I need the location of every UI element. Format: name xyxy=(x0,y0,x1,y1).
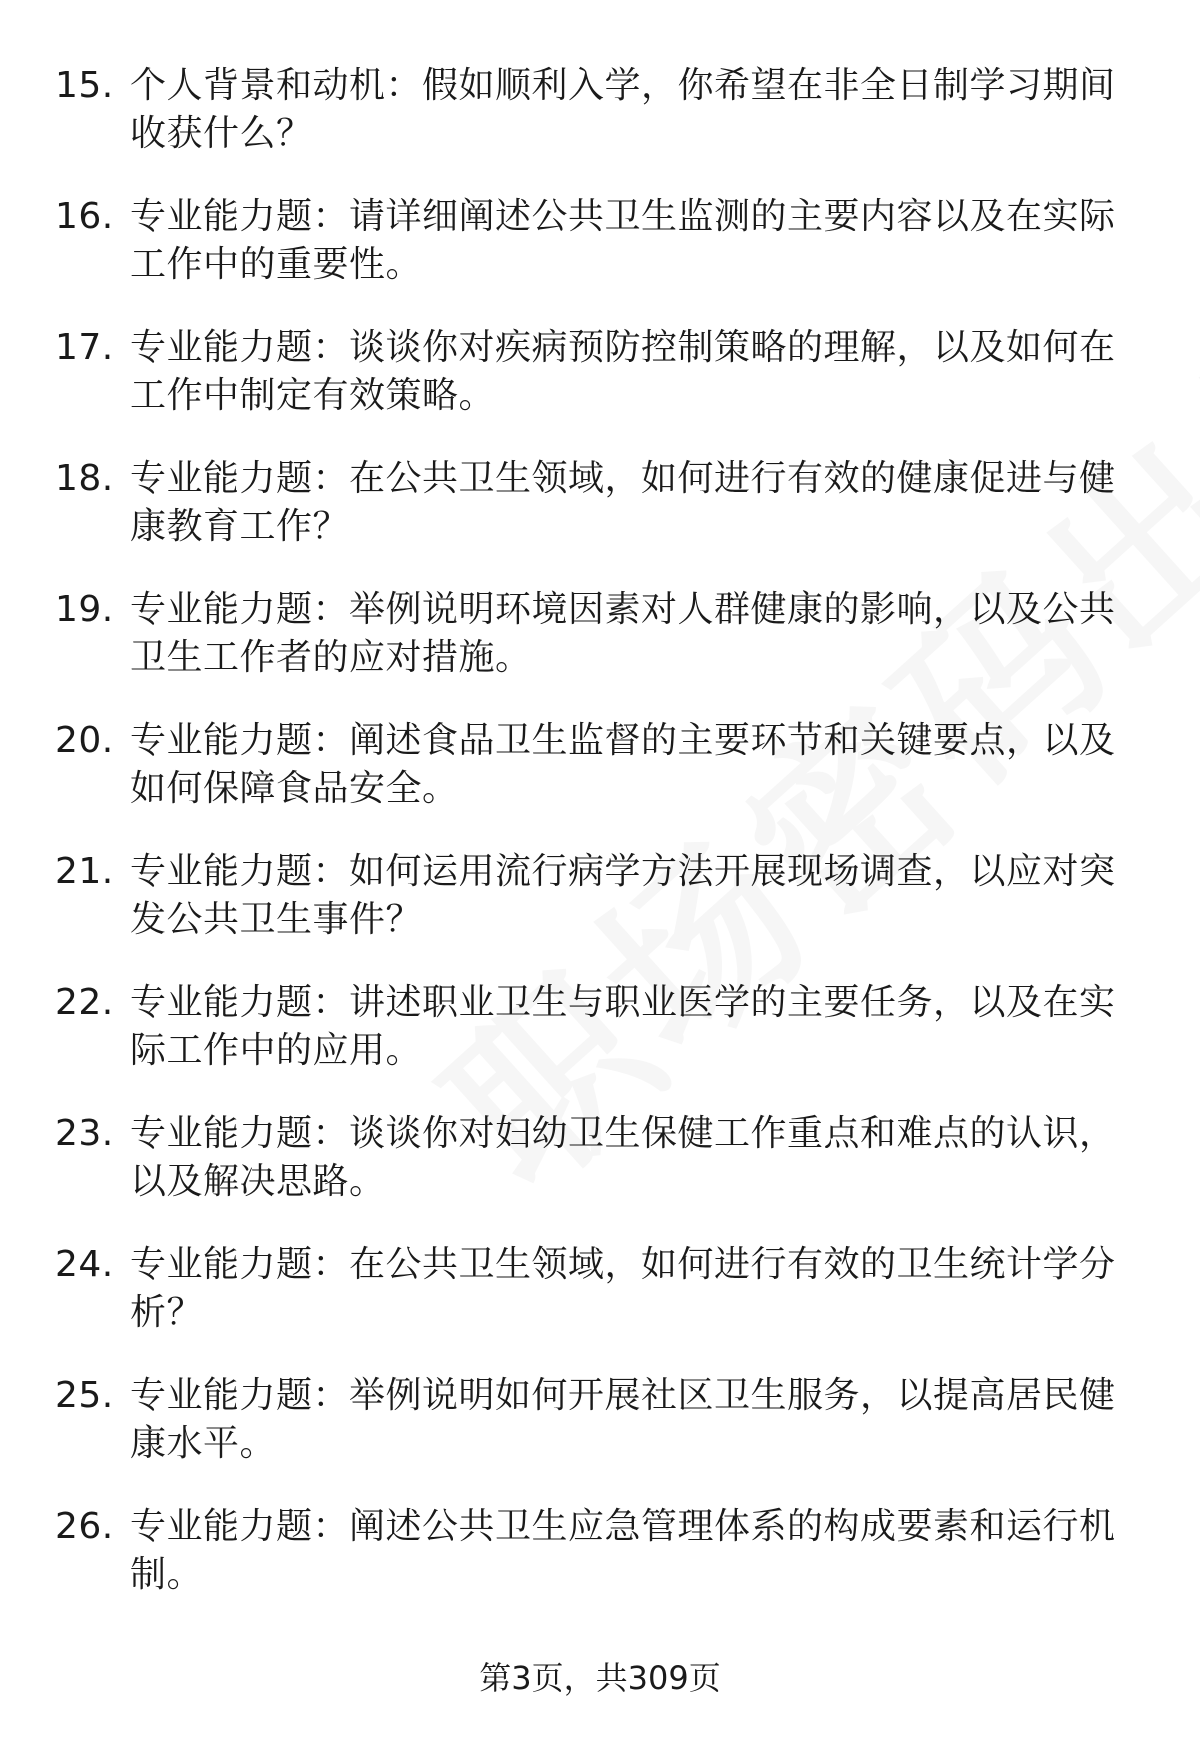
question-number: 20. xyxy=(55,720,114,761)
question-item-16 xyxy=(55,193,1145,289)
question-text: 专业能力题：举例说明环境因素对人群健康的影响，以及公共卫生工作者的应对措施。 xyxy=(130,589,1116,678)
question-text: 个人背景和动机：假如顺利入学，你希望在非全日制学习期间收获什么？ xyxy=(130,65,1116,154)
question-item-26 xyxy=(55,1503,1145,1599)
question-item-17 xyxy=(55,324,1145,420)
question-text: 专业能力题：如何运用流行病学方法开展现场调查，以应对突发公共卫生事件？ xyxy=(130,851,1116,940)
question-number: 26. xyxy=(55,1506,114,1547)
page-number-footer: 第3页，共309页 xyxy=(479,1659,721,1697)
question-list xyxy=(55,62,1145,1634)
question-item-23 xyxy=(55,1110,1145,1206)
question-text: 专业能力题：谈谈你对疾病预防控制策略的理解，以及如何在工作中制定有效策略。 xyxy=(130,327,1116,416)
question-item-21 xyxy=(55,848,1145,944)
question-text: 专业能力题：请详细阐述公共卫生监测的主要内容以及在实际工作中的重要性。 xyxy=(130,196,1116,285)
question-number: 16. xyxy=(55,196,114,237)
question-item-20 xyxy=(55,717,1145,813)
question-number: 23. xyxy=(55,1113,114,1154)
question-item-19 xyxy=(55,586,1145,682)
question-number: 17. xyxy=(55,327,114,368)
question-text: 专业能力题：谈谈你对妇幼卫生保健工作重点和难点的认识，以及解决思路。 xyxy=(130,1113,1116,1202)
question-number: 21. xyxy=(55,851,114,892)
question-text: 专业能力题：在公共卫生领域，如何进行有效的卫生统计学分析？ xyxy=(130,1244,1116,1333)
question-number: 22. xyxy=(55,982,114,1023)
question-number: 19. xyxy=(55,589,114,630)
question-item-22 xyxy=(55,979,1145,1075)
question-number: 15. xyxy=(55,65,114,106)
question-text: 专业能力题：讲述职业卫生与职业医学的主要任务，以及在实际工作中的应用。 xyxy=(130,982,1116,1071)
question-text: 专业能力题：在公共卫生领域，如何进行有效的健康促进与健康教育工作？ xyxy=(130,458,1116,547)
question-text: 专业能力题：举例说明如何开展社区卫生服务，以提高居民健康水平。 xyxy=(130,1375,1116,1464)
question-text: 专业能力题：阐述公共卫生应急管理体系的构成要素和运行机制。 xyxy=(130,1506,1116,1595)
question-item-25 xyxy=(55,1372,1145,1468)
question-number: 25. xyxy=(55,1375,114,1416)
question-item-18 xyxy=(55,455,1145,551)
question-text: 专业能力题：阐述食品卫生监督的主要环节和关键要点，以及如何保障食品安全。 xyxy=(130,720,1116,809)
question-number: 24. xyxy=(55,1244,114,1285)
question-number: 18. xyxy=(55,458,114,499)
question-item-15 xyxy=(55,62,1145,158)
question-item-24 xyxy=(55,1241,1145,1337)
